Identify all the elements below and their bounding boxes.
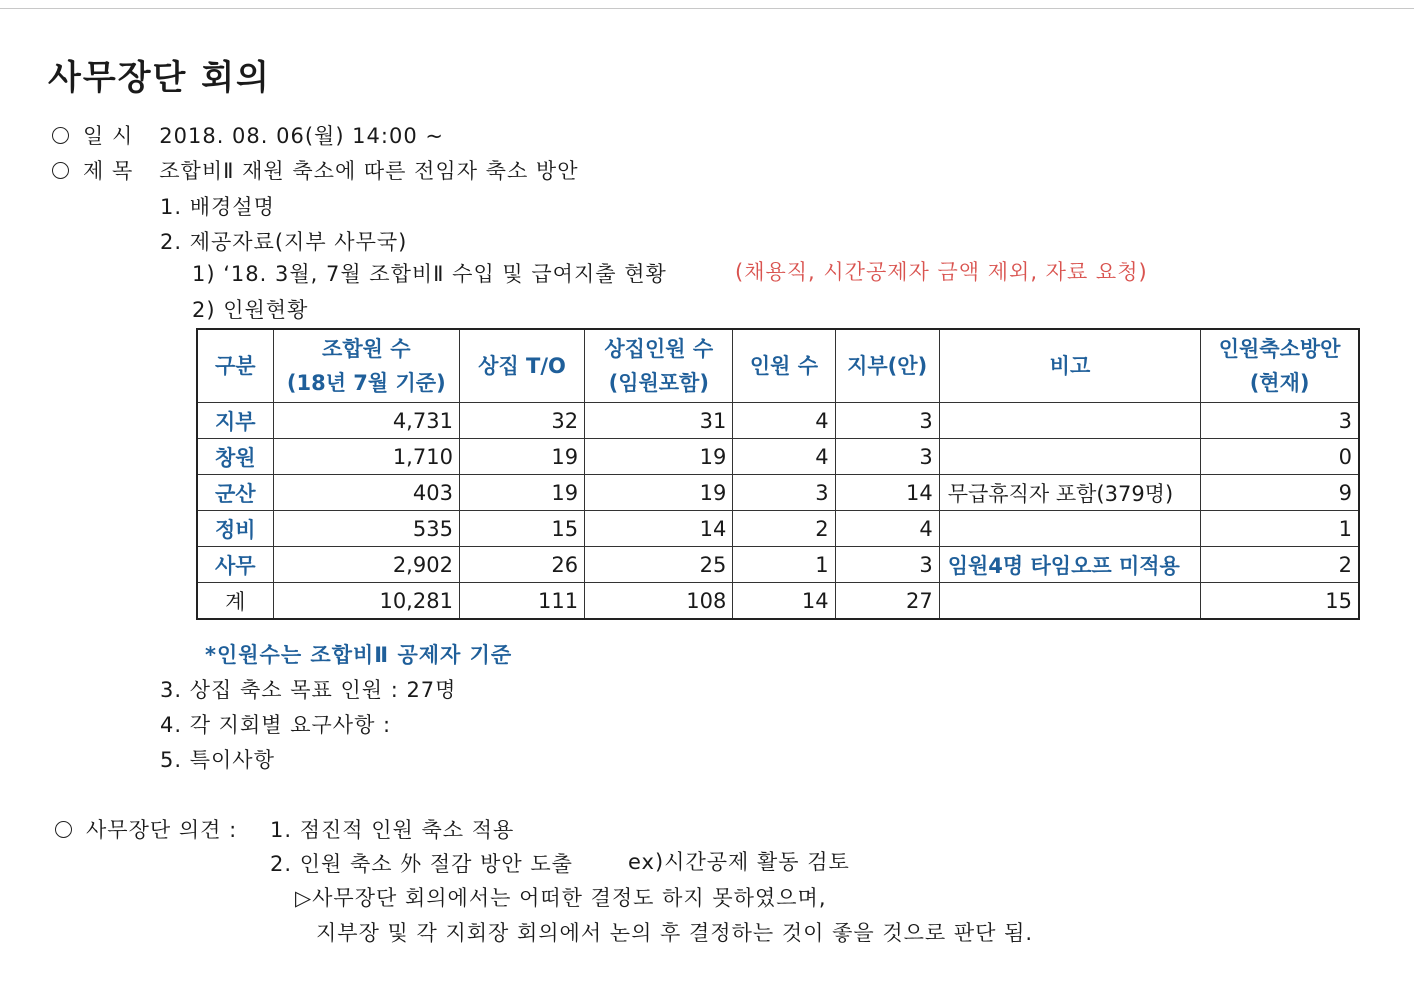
cell-staff: 31 xyxy=(585,403,733,439)
opinion-3: ▷사무장단 회의에서는 어떠한 결정도 하지 못하였으며, xyxy=(295,886,827,910)
cell-note xyxy=(939,439,1200,475)
subject-label: 제 목 xyxy=(83,159,134,183)
header-count: 인원 수 xyxy=(733,329,835,403)
cell-count: 1 xyxy=(733,547,835,583)
cell-members: 1,710 xyxy=(273,439,459,475)
cell-staff: 14 xyxy=(585,511,733,547)
cell-to: 19 xyxy=(459,439,584,475)
header-category: 구분 xyxy=(197,329,273,403)
cell-plan: 15 xyxy=(1201,583,1359,620)
cell-to: 32 xyxy=(459,403,584,439)
opinion-label-line xyxy=(55,814,237,844)
cell-branch: 27 xyxy=(835,583,939,620)
cell-plan: 9 xyxy=(1201,475,1359,511)
header-to: 상집 T/O xyxy=(459,329,584,403)
cell-to: 19 xyxy=(459,475,584,511)
cell-plan: 2 xyxy=(1201,547,1359,583)
cell-count: 14 xyxy=(733,583,835,620)
cell-staff: 108 xyxy=(585,583,733,620)
cell-to: 111 xyxy=(459,583,584,620)
cell-members: 4,731 xyxy=(273,403,459,439)
cell-category: 정비 xyxy=(197,511,273,547)
table-header-row xyxy=(197,329,1359,403)
table-row xyxy=(197,475,1359,511)
bullet-circle-icon xyxy=(52,127,69,144)
cell-branch: 3 xyxy=(835,439,939,475)
opinion-4: 지부장 및 각 지회장 회의에서 논의 후 결정하는 것이 좋을 것으로 판단 됨. xyxy=(316,921,1034,945)
cell-plan: 0 xyxy=(1201,439,1359,475)
cell-to: 15 xyxy=(459,511,584,547)
cell-plan: 3 xyxy=(1201,403,1359,439)
cell-category: 지부 xyxy=(197,403,273,439)
header-staff: 상집인원 수 (임원포함) xyxy=(585,329,733,403)
subject-value: 조합비Ⅱ 재원 축소에 따른 전임자 축소 방안 xyxy=(159,159,579,183)
header-plan: 인원축소방안 (현재) xyxy=(1201,329,1359,403)
bullet-circle-icon xyxy=(52,162,69,179)
cell-count: 3 xyxy=(733,475,835,511)
cell-note xyxy=(939,583,1200,620)
cell-members: 2,902 xyxy=(273,547,459,583)
staff-table xyxy=(196,328,1360,620)
item-notes: 5. 특이사항 xyxy=(160,748,275,772)
table-row xyxy=(197,439,1359,475)
opinion-1: 1. 점진적 인원 축소 적용 xyxy=(270,818,515,842)
table-row xyxy=(197,403,1359,439)
bullet-circle-icon xyxy=(55,821,72,838)
cell-count: 4 xyxy=(733,439,835,475)
opinion-2-example: ex)시간공제 활동 검토 xyxy=(628,850,850,874)
cell-staff: 25 xyxy=(585,547,733,583)
header-note: 비고 xyxy=(939,329,1200,403)
item-materials: 2. 제공자료(지부 사무국) xyxy=(160,230,408,254)
cell-branch: 3 xyxy=(835,403,939,439)
date-line xyxy=(52,120,444,150)
cell-staff: 19 xyxy=(585,439,733,475)
subject-line xyxy=(52,155,579,185)
item-background: 1. 배경설명 xyxy=(160,195,275,219)
page-title: 사무장단 회의 xyxy=(48,58,271,98)
cell-count: 4 xyxy=(733,403,835,439)
cell-note xyxy=(939,403,1200,439)
table-row xyxy=(197,511,1359,547)
table-row xyxy=(197,547,1359,583)
item-requests: 4. 각 지회별 요구사항 : xyxy=(160,713,392,737)
item-target: 3. 상집 축소 목표 인원 : 27명 xyxy=(160,678,457,702)
cell-note xyxy=(939,511,1200,547)
cell-members: 535 xyxy=(273,511,459,547)
date-label: 일 시 xyxy=(83,124,134,148)
top-border-line xyxy=(0,8,1414,9)
date-value: 2018. 08. 06(월) 14:00 ~ xyxy=(159,124,444,148)
income-status-note: (채용직, 시간공제자 금액 제외, 자료 요청) xyxy=(735,260,1148,284)
header-members: 조합원 수 (18년 7월 기준) xyxy=(273,329,459,403)
cell-plan: 1 xyxy=(1201,511,1359,547)
cell-note: 임원4명 타임오프 미적용 xyxy=(939,547,1200,583)
cell-category: 창원 xyxy=(197,439,273,475)
opinion-2: 2. 인원 축소 外 절감 방안 도출 xyxy=(270,852,573,876)
cell-branch: 3 xyxy=(835,547,939,583)
header-branch: 지부(안) xyxy=(835,329,939,403)
table-total-row xyxy=(197,583,1359,620)
cell-category: 군산 xyxy=(197,475,273,511)
cell-note: 무급휴직자 포함(379명) xyxy=(939,475,1200,511)
cell-branch: 14 xyxy=(835,475,939,511)
cell-to: 26 xyxy=(459,547,584,583)
opinion-label: 사무장단 의견 : xyxy=(86,818,238,842)
item-staff-status: 2) 인원현황 xyxy=(192,298,309,322)
cell-category: 계 xyxy=(197,583,273,620)
cell-branch: 4 xyxy=(835,511,939,547)
item-income-status: 1) ‘18. 3월, 7월 조합비Ⅱ 수입 및 급여지출 현황 xyxy=(192,262,667,286)
cell-members: 10,281 xyxy=(273,583,459,620)
table-footnote: *인원수는 조합비Ⅱ 공제자 기준 xyxy=(205,643,513,667)
cell-category: 사무 xyxy=(197,547,273,583)
cell-staff: 19 xyxy=(585,475,733,511)
cell-members: 403 xyxy=(273,475,459,511)
cell-count: 2 xyxy=(733,511,835,547)
